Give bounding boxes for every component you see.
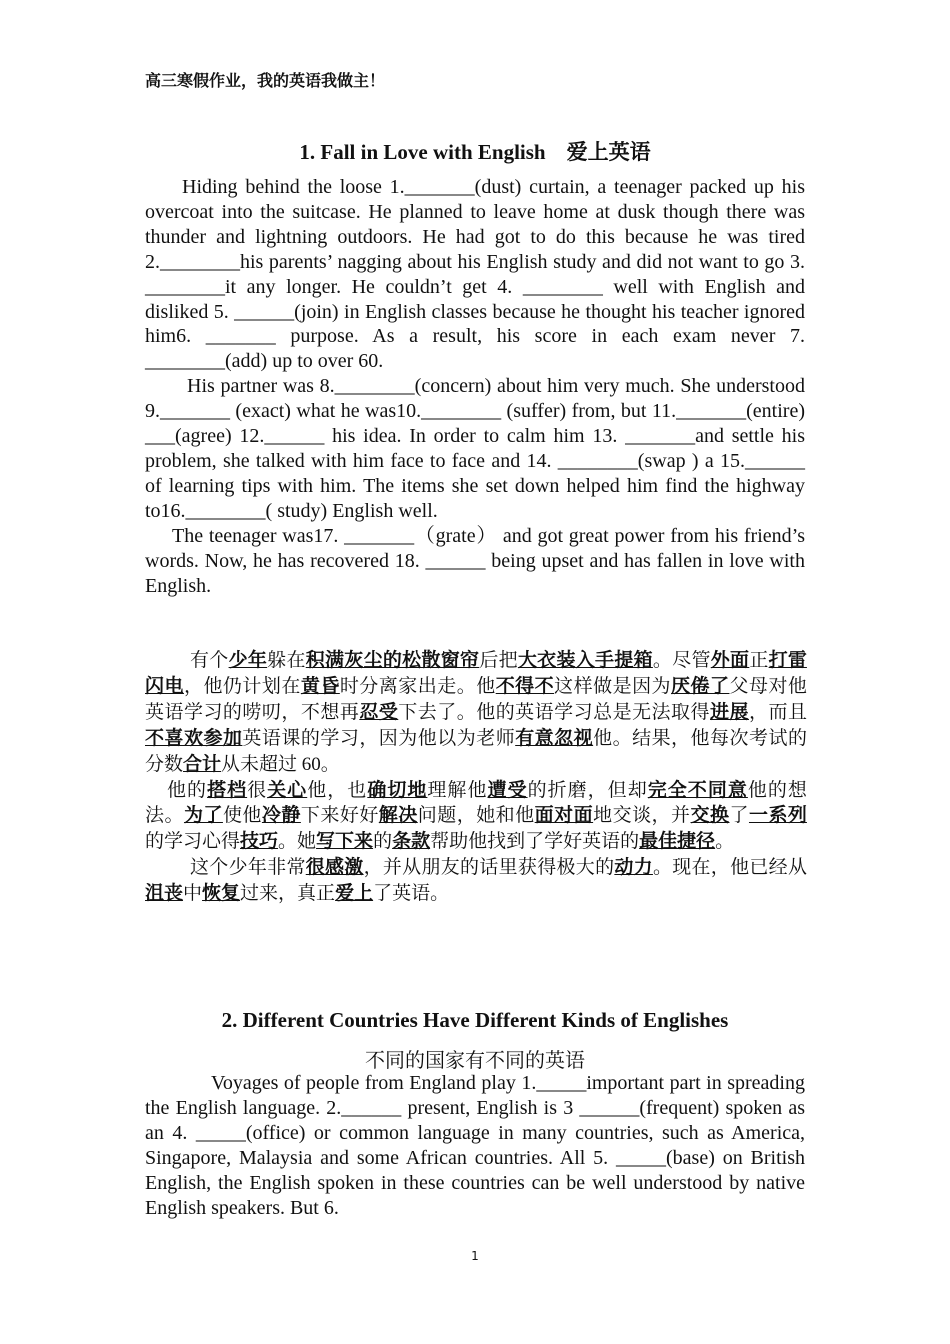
vocab-phrase: 很感激 [305,856,364,879]
text-run: 下去了。他的英语学习总是无法取得 [398,701,711,723]
vocab-phrase: 写下来 [316,830,374,853]
text-run: 这个少年非常 [190,857,306,879]
text-run: 下来好好 [300,805,379,827]
page-header: 高三寒假作业，我的英语我做主！ [145,71,386,90]
vocab-phrase: 技巧 [240,830,279,853]
vocab-phrase: 搭档 [207,778,248,801]
vocab-phrase: 关心 [267,778,308,801]
text-run: 使他 [222,805,262,827]
text-run: 地交谈，并 [593,805,691,827]
text-run: 从未超过 60。 [221,753,340,775]
vocab-phrase: 进展 [710,700,749,723]
vocab-phrase: 确切地 [367,778,428,801]
section2-english-passage [145,1071,805,1220]
vocab-phrase: 恢复 [202,882,241,905]
vocab-phrase: 交换 [690,804,730,827]
vocab-phrase: 积满灰尘的松散窗帘 [305,649,480,671]
text-run: 了 [729,805,749,827]
vocab-phrase: 黄昏 [300,674,340,697]
vocab-phrase: 最佳捷径 [639,830,716,853]
vocab-phrase: 条款 [392,830,431,853]
text-run: 过来，真正 [240,883,336,905]
vocab-phrase: 合计 [183,752,222,775]
vocab-phrase: 完全不同意 [647,778,748,801]
text-run: 理解他 [427,779,488,801]
vocab-phrase: 不喜欢参加 [145,726,243,749]
text-run: 有个 [190,650,229,671]
text-run: 了英语。 [373,883,450,905]
page-number: 1 [471,1249,479,1263]
vocab-phrase: 外面 [710,649,750,671]
section2-subtitle: 不同的国家有不同的英语 [365,1048,585,1072]
vocab-phrase: 大衣装入手提箱 [517,649,653,671]
section1-chinese-translation [145,648,807,907]
vocab-phrase: 少年 [228,649,268,671]
section2-en-paragraph-1: Voyages of people from England play 1._____important part in spreading the English language. 2.______ present, English is 3 ______(frequent) spoken as an 4. _____(office) or common language in many countries, such as America, Singapore, Malaysia and some African countries. All 5. _____(base) on British English, the English spoken in these countries can be well understood by native English speakers. But 6. [145,1072,805,1219]
text-run: 很 [247,779,268,801]
text-run: 躲在 [267,650,306,671]
vocab-phrase: 冷静 [261,804,301,827]
section2-title: 2. Different Countries Have Different Kinds of Englishes [221,1008,729,1032]
section1-zh-paragraph-1 [145,648,807,778]
text-run: ，并从朋友的话里获得极大的 [363,857,615,879]
text-run: 。她 [278,831,317,853]
text-run: 中 [183,883,203,905]
text-run: 的折磨，但却 [527,779,648,801]
text-run: ，他仍计划在 [183,675,301,697]
section1-en-paragraph-3: The teenager was17. _______（grate） and got great power from his friend’s words. Now, he has recovered 18. ______ being upset and has fallen in love with English. [145,524,805,597]
section1-zh-paragraph-3 [145,855,807,907]
vocab-phrase: 厌倦了 [671,674,730,697]
vocab-phrase: 沮丧 [145,882,184,905]
text-run: 他，也 [307,779,368,801]
vocab-phrase: 解决 [378,804,418,827]
text-run: 后把 [479,650,518,671]
vocab-phrase: 忍受 [359,700,399,723]
text-run: 英语课的学习，因为他以为老师 [242,727,516,749]
vocab-phrase: 为了 [183,804,223,827]
text-run: 他。结果，他每次考试的分数 [145,727,807,775]
vocab-phrase: 遭受 [487,778,528,801]
text-run: 的 [373,831,393,853]
text-run: 他的想法。 [145,779,807,827]
text-run: ，而且 [748,701,807,723]
text-run: 问题，她和他 [417,805,535,827]
section1-title: 1. Fall in Love with English 爱上英语 [299,140,651,164]
text-run: 正 [749,650,769,671]
section1-en-paragraph-1: Hiding behind the loose 1._______(dust) curtain, a teenager packed up his overcoat into the suitcase. He planned to leave home at dusk though there was thunder and lightning outdoors. He had got to do this because he was tired 2.________his parents’ nagging about his English study and did not want to go 3. ________it any longer. He couldn’t get 4. ________ well with English and disliked 5. ______(join) in English classes because he thought his teacher ignored him6. _______ purpose. As a result, his score in each exam never 7. ________(add) up to over 60. [145,176,805,373]
vocab-phrase: 动力 [614,856,653,879]
vocab-phrase: 一系列 [748,804,807,827]
text-run: 父母对他英语学习的唠叨，不想再 [145,675,807,723]
vocab-phrase: 爱上 [335,882,374,905]
text-run: 他的 [167,779,208,801]
text-run: 这样做是因为 [554,675,672,697]
vocab-phrase: 有意忽视 [515,726,594,749]
text-run: 。 [715,831,735,853]
text-run: 帮助他找到了学好英语的 [430,831,640,853]
section1-en-paragraph-2: His partner was 8.________(concern) about him very much. She understood 9._______ (exact) what he was10.________ (suffer) from, but 11._______(entire) ___(agree) 12.______ his idea. In order to calm him 13. _______and settle his problem, she talked with him face to face and 14. ________(swap ) a 15.______ of learning tips with him. The items she set down helped him find the highway to16.________( study) English well. [145,375,805,522]
text-run: 。尽管 [652,650,711,671]
vocab-phrase: 打雷闪电 [145,649,807,697]
text-run: 时分离家出走。他 [339,675,496,697]
text-run: 。现在，他已经从 [652,857,807,879]
text-run: 的学习心得 [145,831,241,853]
vocab-phrase: 不得不 [495,674,555,697]
section1-english-passage [145,175,805,598]
section1-zh-paragraph-2 [145,778,807,856]
vocab-phrase: 面对面 [534,804,594,827]
